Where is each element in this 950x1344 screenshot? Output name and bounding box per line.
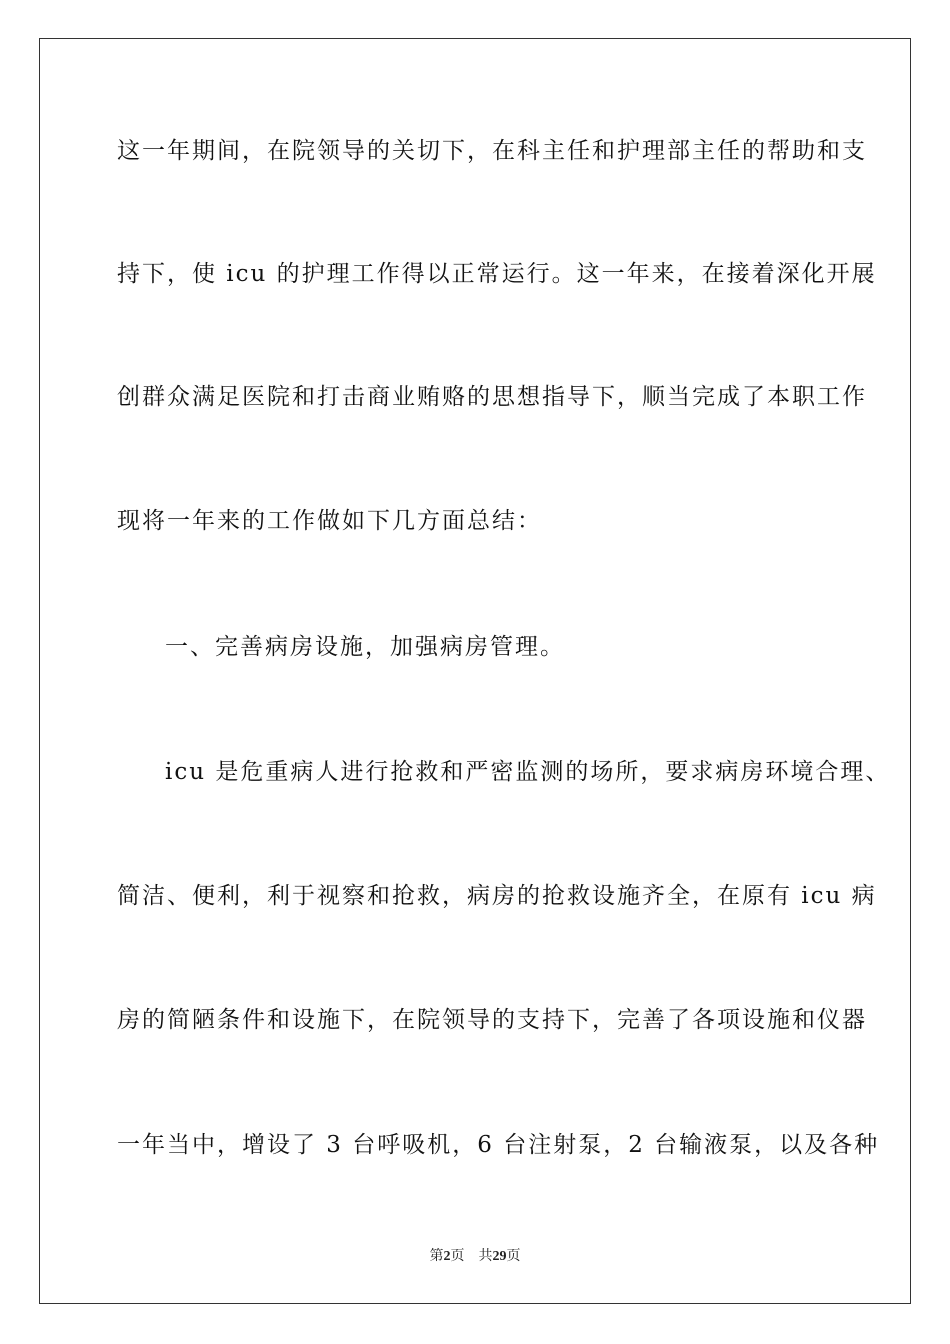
section-heading: 一、完善病房设施，加强病房管理。 xyxy=(165,634,565,660)
text-line-6: icu 是危重病人进行抢救和严密监测的场所，要求病房环境合理、 xyxy=(165,759,891,785)
footer-total-suffix: 页 xyxy=(506,1249,521,1264)
text-line-3: 创群众满足医院和打击商业贿赂的思想指导下，顺当完成了本职工作 xyxy=(117,384,867,410)
footer-total-prefix: 共 xyxy=(478,1249,493,1264)
text-line-9: 一年当中，增设了 3 台呼吸机，6 台注射泵，2 台输液泵，以及各种 xyxy=(117,1132,880,1158)
page-footer xyxy=(0,1247,950,1267)
text-line-2: 持下，使 icu 的护理工作得以正常运行。这一年来，在接着深化开展 xyxy=(117,261,877,287)
footer-page-suffix: 页 xyxy=(450,1249,465,1264)
footer-total-pages: 29 xyxy=(492,1249,507,1264)
text-line-4: 现将一年来的工作做如下几方面总结： xyxy=(117,508,542,534)
text-line-8: 房的简陋条件和设施下，在院领导的支持下，完善了各项设施和仪器 xyxy=(117,1007,867,1033)
footer-page-prefix: 第 xyxy=(429,1249,444,1264)
page-border xyxy=(39,38,911,1304)
footer-page-number: 2 xyxy=(443,1249,451,1264)
text-line-7: 简洁、便利，利于视察和抢救，病房的抢救设施齐全，在原有 icu 病 xyxy=(117,883,877,909)
text-line-1: 这一年期间，在院领导的关切下，在科主任和护理部主任的帮助和支 xyxy=(117,138,867,164)
